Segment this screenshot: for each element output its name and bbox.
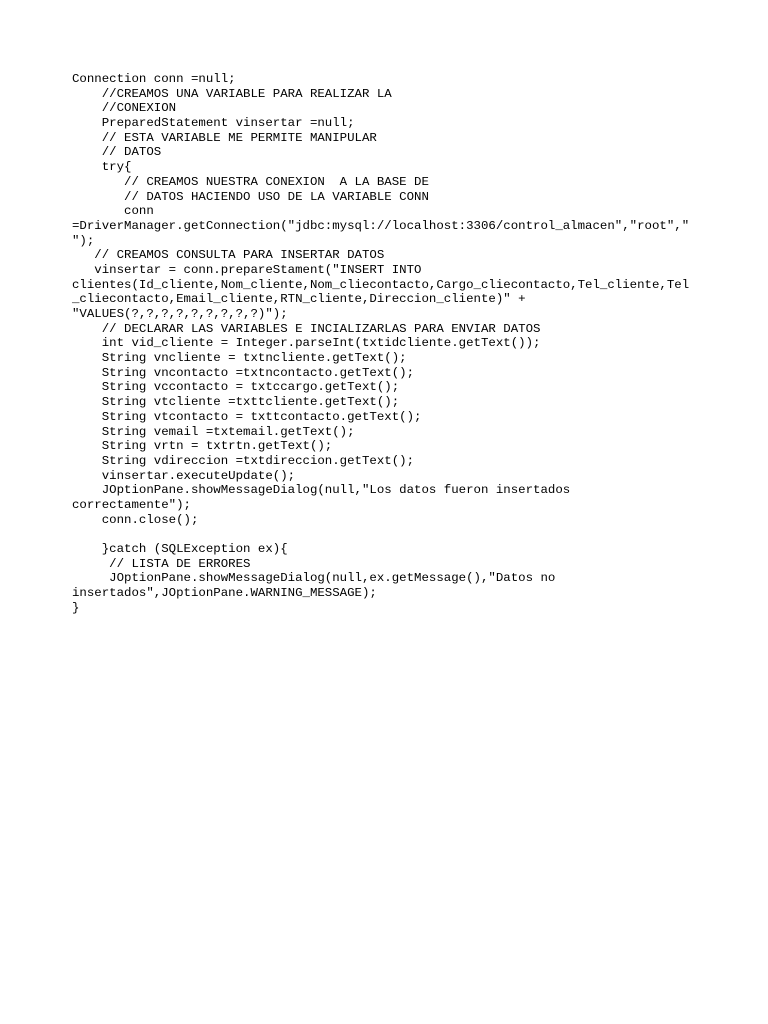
code-line: // DATOS [72,145,162,160]
code-line: JOptionPane.showMessageDialog(null,"Los datos fueron insertados [72,483,571,498]
code-line: vinsertar.executeUpdate(); [72,468,296,483]
code-line: clientes(Id_cliente,Nom_cliente,Nom_cliecontacto,Cargo_cliecontacto,Tel_cliente,Tel [72,277,690,292]
code-line: vinsertar = conn.prepareStament("INSERT INTO [72,262,422,277]
code-block [72,72,712,615]
code-line: // LISTA DE ERRORES [72,556,251,571]
code-line: String vccontacto = txtccargo.getText(); [72,380,400,395]
code-line: // CREAMOS CONSULTA PARA INSERTAR DATOS [72,248,385,263]
code-line: //CONEXION [72,101,177,116]
code-line: }catch (SQLException ex){ [72,542,288,556]
code-line: String vtcontacto = txttcontacto.getText(); [72,409,422,424]
code-line: "VALUES(?,?,?,?,?,?,?,?,?)"); [72,307,288,321]
code-line: // ESTA VARIABLE ME PERMITE MANIPULAR [72,130,377,145]
code-line: //CREAMOS UNA VARIABLE PARA REALIZAR LA [72,86,392,101]
code-line: PreparedStatement vinsertar =null; [72,116,355,131]
code-line: // CREAMOS NUESTRA CONEXION A LA BASE DE [72,174,429,189]
code-line: // DATOS HACIENDO USO DE LA VARIABLE CONN [72,189,429,204]
code-line: =DriverManager.getConnection("jdbc:mysql://localhost:3306/control_almacen","root"," [72,218,690,233]
code-line: "); [72,233,95,248]
code-line: correctamente"); [72,497,191,512]
code-line: conn.close(); [72,512,199,527]
code-line: insertados",JOptionPane.WARNING_MESSAGE); [72,586,377,601]
code-line: String vemail =txtemail.getText(); [72,424,355,439]
code-line: String vrtn = txtrtn.getText(); [72,439,333,454]
code-line: Connection conn =null; [72,72,236,86]
code-line: // DECLARAR LAS VARIABLES E INCIALIZARLAS PARA ENVIAR DATOS [72,321,541,336]
code-line [72,527,712,542]
code-line: int vid_cliente = Integer.parseInt(txtidcliente.getText()); [72,336,541,351]
code-line: String vncliente = txtncliente.getText(); [72,351,407,366]
code-line: try{ [72,160,132,175]
code-line: _cliecontacto,Email_cliente,RTN_cliente,Direccion_cliente)" + [72,292,526,307]
code-line: String vtcliente =txttcliente.getText(); [72,395,400,410]
code-line: JOptionPane.showMessageDialog(null,ex.getMessage(),"Datos no [72,571,556,586]
code-line: String vncontacto =txtncontacto.getText(); [72,365,415,380]
code-line: conn [72,204,154,219]
code-line: String vdireccion =txtdireccion.getText(); [72,453,415,468]
code-line: } [72,600,80,615]
